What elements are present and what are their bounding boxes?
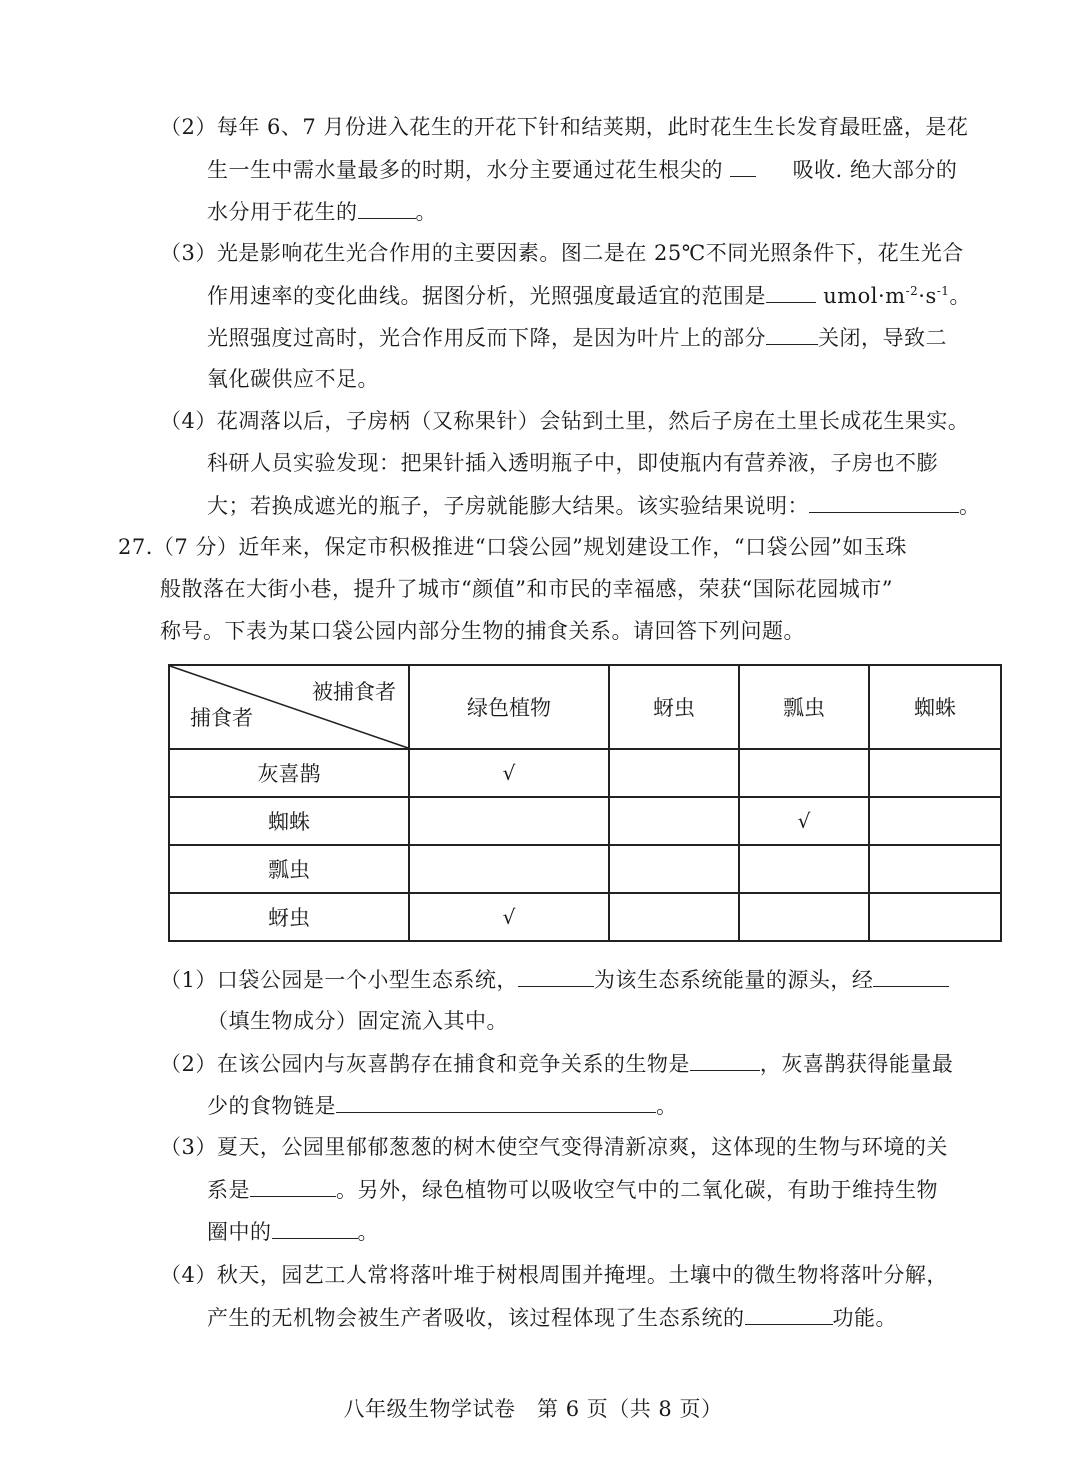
table-cell: [409, 845, 609, 893]
q27-s1-text-a: （1）口袋公园是一个小型生态系统，: [160, 968, 518, 992]
table-cell: [609, 893, 739, 941]
q27-intro-line3: 称号。下表为某口袋公园内部分生物的捕食关系。请回答下列问题。: [160, 619, 805, 643]
q27-s4-line1: （4）秋天，园艺工人常将落叶堆于树根周围并掩埋。土壤中的微生物将落叶分解，: [160, 1263, 948, 1287]
q26-p3-text-d: 关闭，导致二: [818, 326, 947, 350]
table-cell: [869, 893, 1001, 941]
column-header: 蜘蛛: [869, 665, 1001, 749]
unit-sup-m: -2: [905, 284, 919, 298]
q26-p3-text-c: 光照强度过高时，光合作用反而下降，是因为叶片上的部分: [207, 326, 766, 350]
table-cell: [869, 845, 1001, 893]
q27-s2-text-c: 少的食物链是: [207, 1094, 336, 1118]
table-corner-cell: [169, 665, 409, 749]
period: 。: [949, 284, 971, 308]
q27-s4-text-a: 产生的无机物会被生产者吸收，该过程体现了生态系统的: [207, 1306, 745, 1330]
row-header: 灰喜鹊: [169, 749, 409, 797]
q26-p2-text-b: 吸收. 绝大部分的: [792, 158, 958, 182]
q27-s3-line1: （3）夏天，公园里郁郁葱葱的树木使空气变得清新凉爽，这体现的生物与环境的关: [160, 1135, 948, 1159]
table-row: [169, 893, 1001, 941]
q26-p2-line3: [207, 196, 437, 227]
q27-s4-line2: [207, 1302, 897, 1333]
unit-s: ·s: [918, 284, 937, 308]
table-row: [169, 797, 1001, 845]
q27-intro-line1: 27.（7 分）近年来，保定市积极推进“口袋公园”规划建设工作，“口袋公园”如玉珠: [118, 535, 907, 559]
q26-p3-line2: [207, 280, 971, 311]
answer-blank-light-range[interactable]: [766, 280, 816, 303]
table-header-row: [169, 665, 1001, 749]
table-row: [169, 749, 1001, 797]
q27-s2-line1: [160, 1048, 953, 1079]
page-footer: 八年级生物学试卷 第 6 页（共 8 页）: [343, 1397, 723, 1421]
predation-table: [168, 664, 1002, 942]
answer-blank-organism[interactable]: [690, 1048, 760, 1071]
table-cell: √: [739, 797, 869, 845]
table-cell: √: [409, 749, 609, 797]
answer-blank-function[interactable]: [745, 1302, 833, 1325]
q26-p2-line1: （2）每年 6、7 月份进入花生的开花下针和结荚期，此时花生生长发育最旺盛，是花: [160, 115, 969, 139]
column-header: 蚜虫: [609, 665, 739, 749]
q27-s1-line1: [160, 964, 949, 995]
table-cell: √: [409, 893, 609, 941]
q26-p3-text-a: 作用速率的变化曲线。据图分析，光照强度最适宜的范围是: [207, 284, 766, 308]
period: 。: [415, 200, 437, 224]
table-cell: [739, 845, 869, 893]
q27-s1-line2: （填生物成分）固定流入其中。: [207, 1009, 508, 1033]
q26-p4-text-a: 大；若换成遮光的瓶子，子房就能膨大结果。该实验结果说明：: [207, 494, 809, 518]
q27-intro-line2: 般散落在大街小巷，提升了城市“颜值”和市民的幸福感，荣获“国际花园城市”: [160, 577, 893, 601]
column-header: 绿色植物: [409, 665, 609, 749]
answer-blank-water-use[interactable]: [358, 196, 416, 219]
q26-p4-line3: [207, 490, 981, 521]
answer-blank-relationship[interactable]: [250, 1174, 336, 1197]
answer-blank-energy-source[interactable]: [518, 964, 594, 987]
column-header: 瓢虫: [739, 665, 869, 749]
q26-p2-line2: [207, 154, 957, 185]
answer-blank-root-part[interactable]: [730, 154, 756, 177]
q27-s4-text-b: 功能。: [832, 1306, 897, 1330]
table-cell: [869, 797, 1001, 845]
table-cell: [609, 845, 739, 893]
q27-s1-text-b: 为该生态系统能量的源头，经: [593, 968, 874, 992]
q26-p3-line4: 氧化碳供应不足。: [207, 367, 379, 391]
period: 。: [959, 494, 981, 518]
table-cell: [869, 749, 1001, 797]
unit-sup-s: -1: [936, 284, 950, 298]
row-header: 瓢虫: [169, 845, 409, 893]
q27-s3-text-a: 系是: [207, 1178, 250, 1202]
q26-p4-line2: 科研人员实验发现：把果针插入透明瓶子中，即使瓶内有营养液，子房也不膨: [207, 451, 938, 475]
table-cell: [609, 797, 739, 845]
q27-s3-text-b: 。另外，绿色植物可以吸收空气中的二氧化碳，有助于维持生物: [336, 1178, 938, 1202]
q27-s3-line2: [207, 1174, 938, 1205]
answer-blank-experiment[interactable]: [809, 490, 959, 513]
period: 。: [357, 1220, 379, 1244]
table-cell: [409, 797, 609, 845]
period: 。: [656, 1094, 678, 1118]
row-header: 蚜虫: [169, 893, 409, 941]
q27-s2-text-b: ，灰喜鹊获得能量最: [759, 1052, 954, 1076]
answer-blank-producer[interactable]: [873, 964, 949, 987]
q26-p2-text-a: 生一生中需水量最多的时期，水分主要通过花生根尖的: [207, 158, 723, 182]
unit-umol: umol·m: [823, 284, 906, 308]
q26-p2-text-c: 水分用于花生的: [207, 200, 358, 224]
answer-blank-food-chain[interactable]: [336, 1090, 656, 1113]
q27-s3-line3: [207, 1216, 379, 1247]
q26-p3-line1: （3）光是影响花生光合作用的主要因素。图二是在 25℃不同光照条件下，花生光合: [160, 241, 964, 265]
q26-p4-line1: （4）花凋落以后，子房柄（又称果针）会钻到土里，然后子房在土里长成花生果实。: [160, 409, 970, 433]
q26-p3-line3: [207, 322, 947, 353]
q27-s3-text-c: 圈中的: [207, 1220, 272, 1244]
answer-blank-stomata[interactable]: [766, 322, 818, 345]
q27-s2-text-a: （2）在该公园内与灰喜鹊存在捕食和竞争关系的生物是: [160, 1052, 690, 1076]
table-cell: [609, 749, 739, 797]
q27-s2-line2: [207, 1090, 678, 1121]
corner-label-prey: 被捕食者: [312, 680, 396, 704]
answer-blank-balance[interactable]: [272, 1216, 358, 1239]
row-header: 蜘蛛: [169, 797, 409, 845]
table-row: [169, 845, 1001, 893]
table-cell: [739, 893, 869, 941]
corner-label-predator: 捕食者: [190, 706, 253, 730]
table-cell: [739, 749, 869, 797]
